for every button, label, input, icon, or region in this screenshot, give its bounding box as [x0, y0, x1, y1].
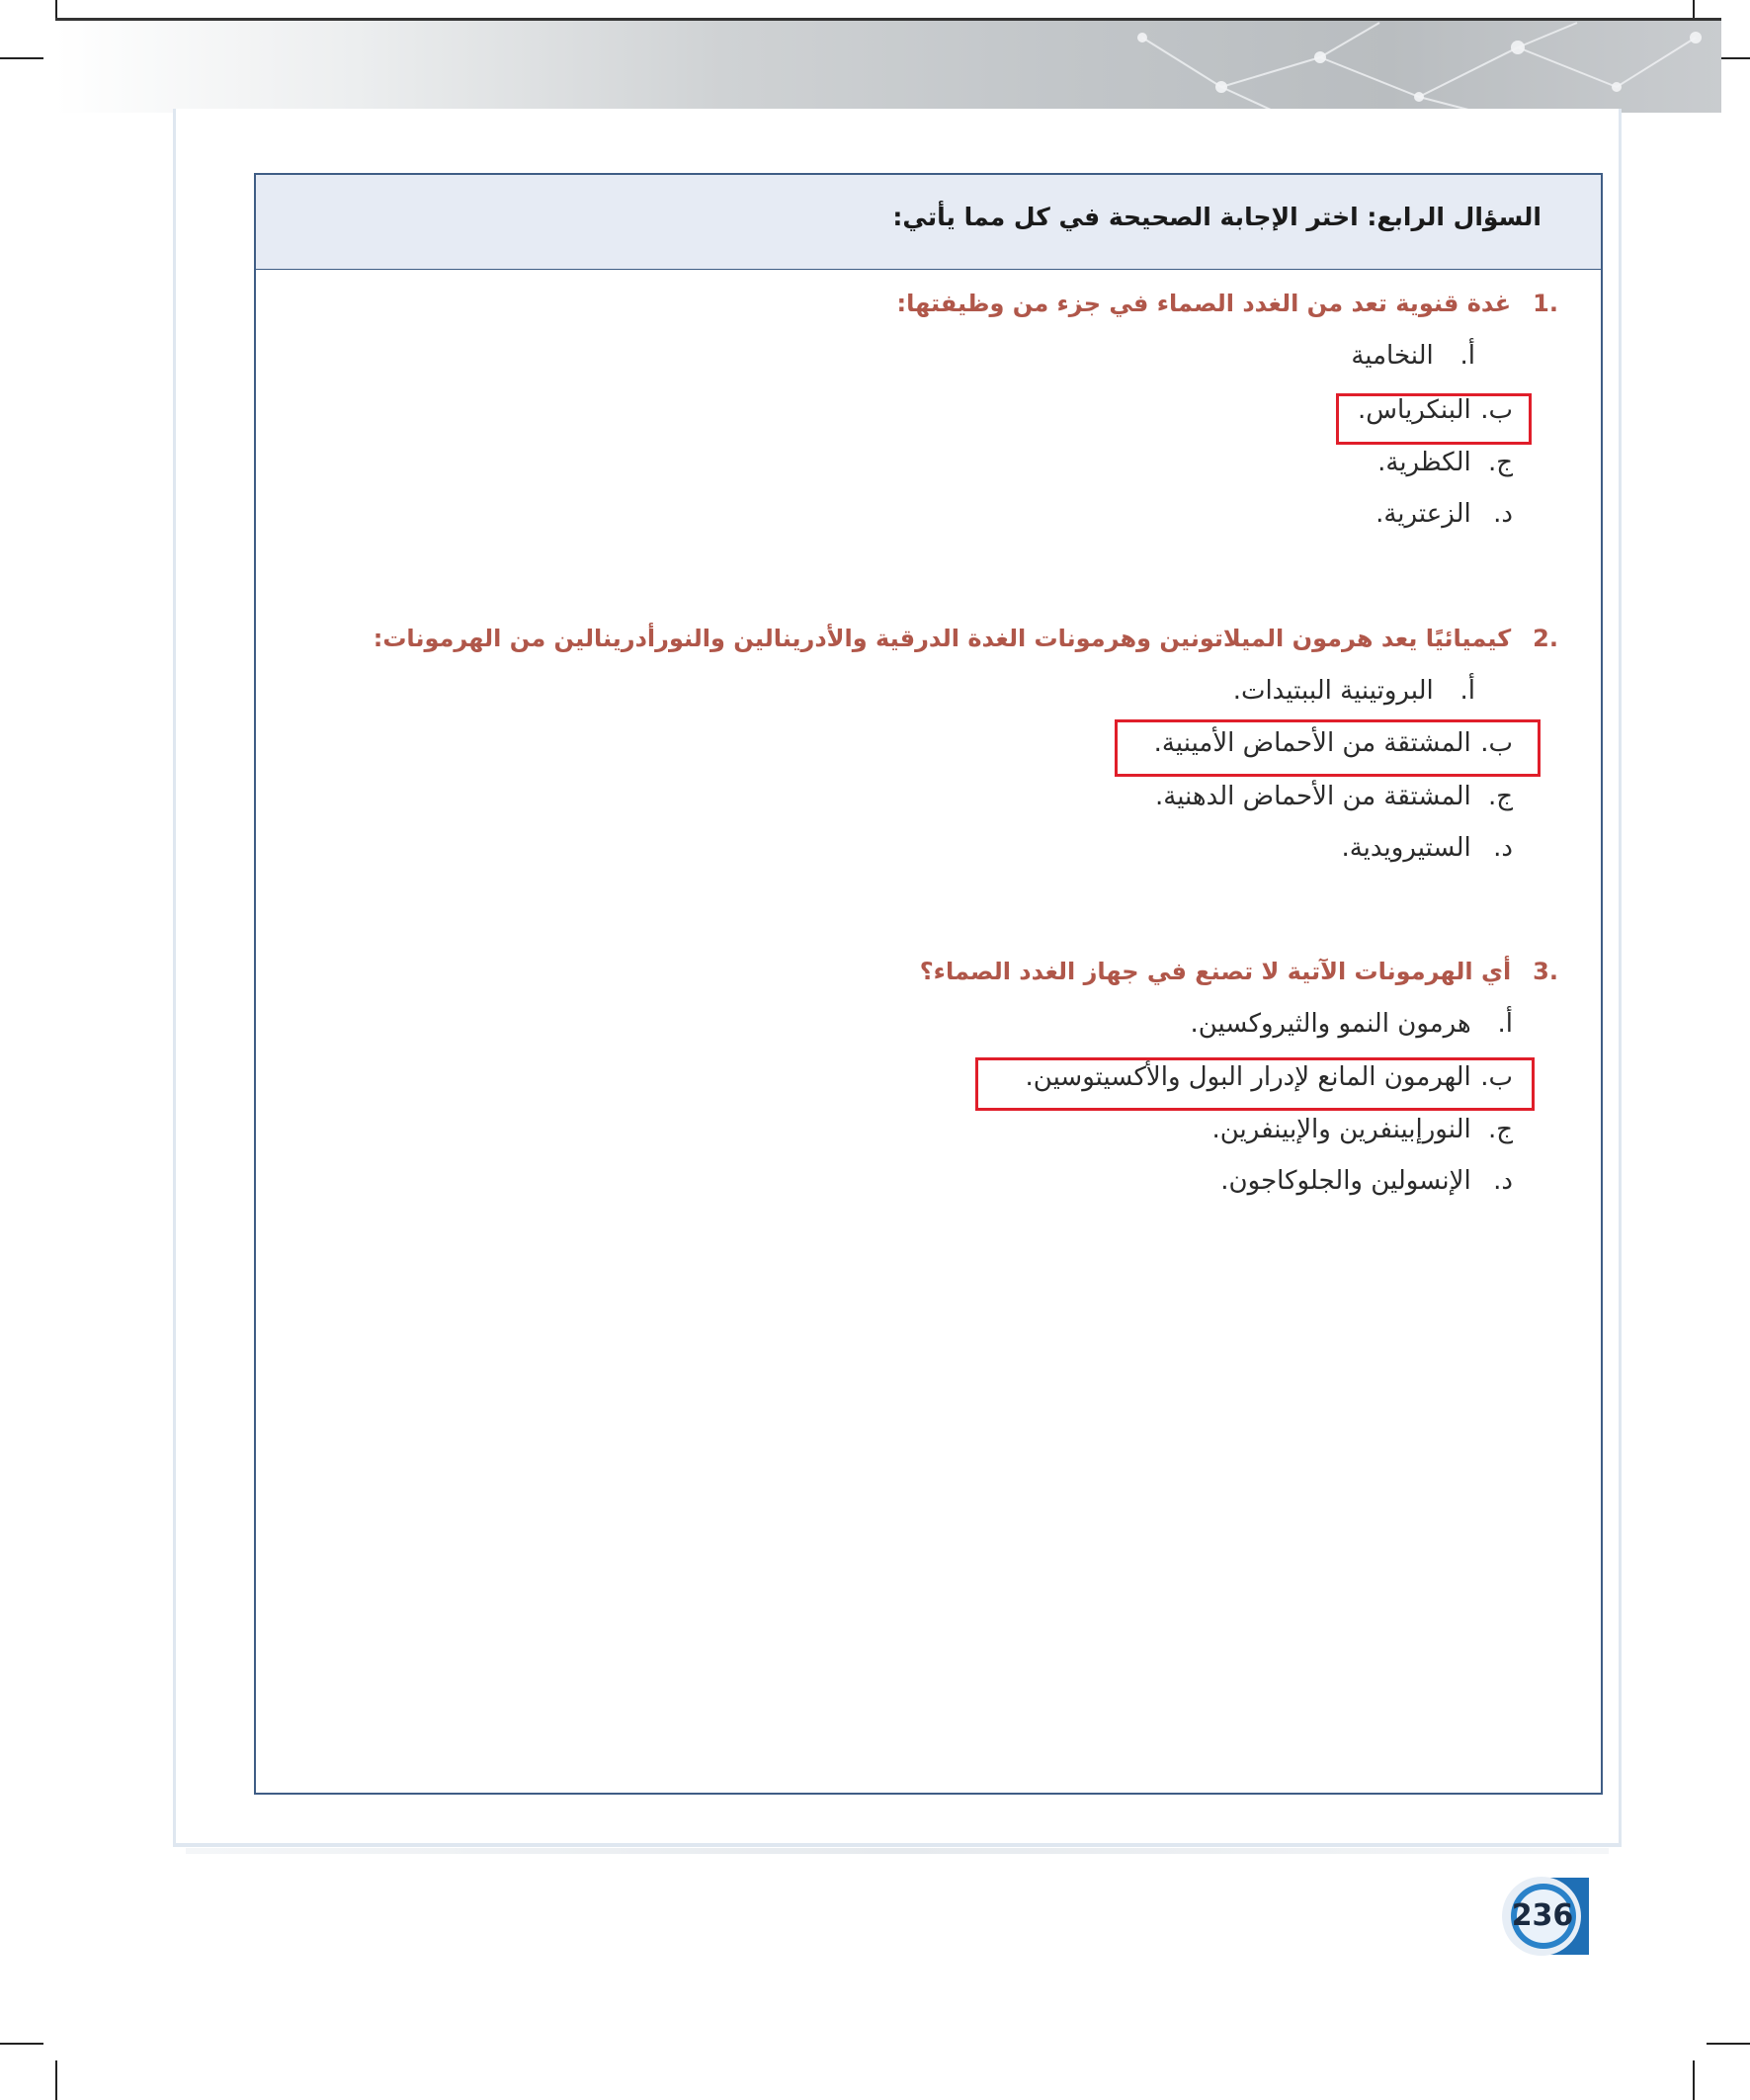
question-3 [920, 958, 1558, 985]
option-text: النورإبينفرين والإبينفرين. [1211, 1115, 1471, 1144]
option-letter: ب. [1480, 728, 1513, 758]
page-number: 236 [1511, 1898, 1574, 1933]
crop-mark [1693, 2060, 1695, 2100]
question-2 [374, 625, 1558, 652]
option-letter: أ. [1497, 1009, 1513, 1039]
option-2c [1155, 782, 1513, 811]
answer-highlight-3 [975, 1057, 1535, 1111]
answer-highlight-1 [1336, 393, 1532, 445]
question-1 [897, 290, 1558, 317]
crop-mark [0, 57, 43, 59]
answer-highlight-2 [1115, 719, 1541, 777]
option-text: المشتقة من الأحماض الدهنية. [1155, 782, 1471, 811]
option-2d [1341, 833, 1513, 863]
option-letter: د. [1493, 1166, 1513, 1196]
option-3a [1190, 1009, 1513, 1039]
frame-shadow [186, 1848, 1609, 1854]
option-text: الكظرية. [1377, 448, 1471, 477]
option-2a [1233, 676, 1475, 706]
question-number: .2 [1533, 625, 1558, 652]
option-letter: أ. [1459, 676, 1475, 706]
option-letter: ب. [1480, 1062, 1513, 1092]
option-text: هرمون النمو والثيروكسين. [1190, 1009, 1471, 1039]
section-title: السؤال الرابع: اختر الإجابة الصحيحة في كل مما يأتي: [892, 203, 1542, 231]
option-letter: د. [1493, 833, 1513, 863]
option-3d [1220, 1166, 1513, 1196]
option-1d [1375, 499, 1513, 529]
question-text: أي الهرمونات الآتية لا تصنع في جهاز الغدد الصماء؟ [919, 958, 1512, 985]
option-letter: ج. [1487, 448, 1513, 477]
question-box-header [256, 175, 1601, 270]
question-text: كيميائيًا يعد هرمون الميلاتونين وهرمونات الغدة الدرقية والأدرينالين والنورأدرينالين من الهرمونات: [373, 625, 1512, 652]
option-1c [1377, 448, 1513, 477]
option-text: الإنسولين والجلوكاجون. [1220, 1166, 1471, 1196]
option-letter: أ. [1459, 341, 1475, 371]
network-decoration [55, 18, 1721, 110]
crop-mark [1707, 2043, 1750, 2045]
question-text: غدة قنوية تعد من الغدد الصماء في جزء من وظيفتها: [896, 290, 1512, 317]
option-letter: ج. [1487, 782, 1513, 811]
question-number: .1 [1533, 290, 1558, 317]
question-number: .3 [1533, 958, 1558, 985]
option-text: الهرمون المانع لإدرار البول والأكسيتوسين. [1025, 1062, 1471, 1092]
option-letter: ج. [1487, 1115, 1513, 1144]
option-letter: ب. [1480, 395, 1513, 425]
option-text: البنكرياس. [1358, 395, 1471, 425]
option-text: البروتينية الببتيدات. [1232, 676, 1434, 706]
option-text: الزعترية. [1375, 499, 1471, 529]
option-text: المشتقة من الأحماض الأمينية. [1153, 728, 1471, 758]
option-letter: د. [1493, 499, 1513, 529]
crop-mark [55, 2060, 57, 2100]
crop-mark [0, 2043, 43, 2045]
option-text: النخامية [1351, 341, 1434, 371]
option-1a [1351, 341, 1475, 371]
option-text: الستيرويدية. [1341, 833, 1471, 863]
option-3c [1211, 1115, 1513, 1144]
